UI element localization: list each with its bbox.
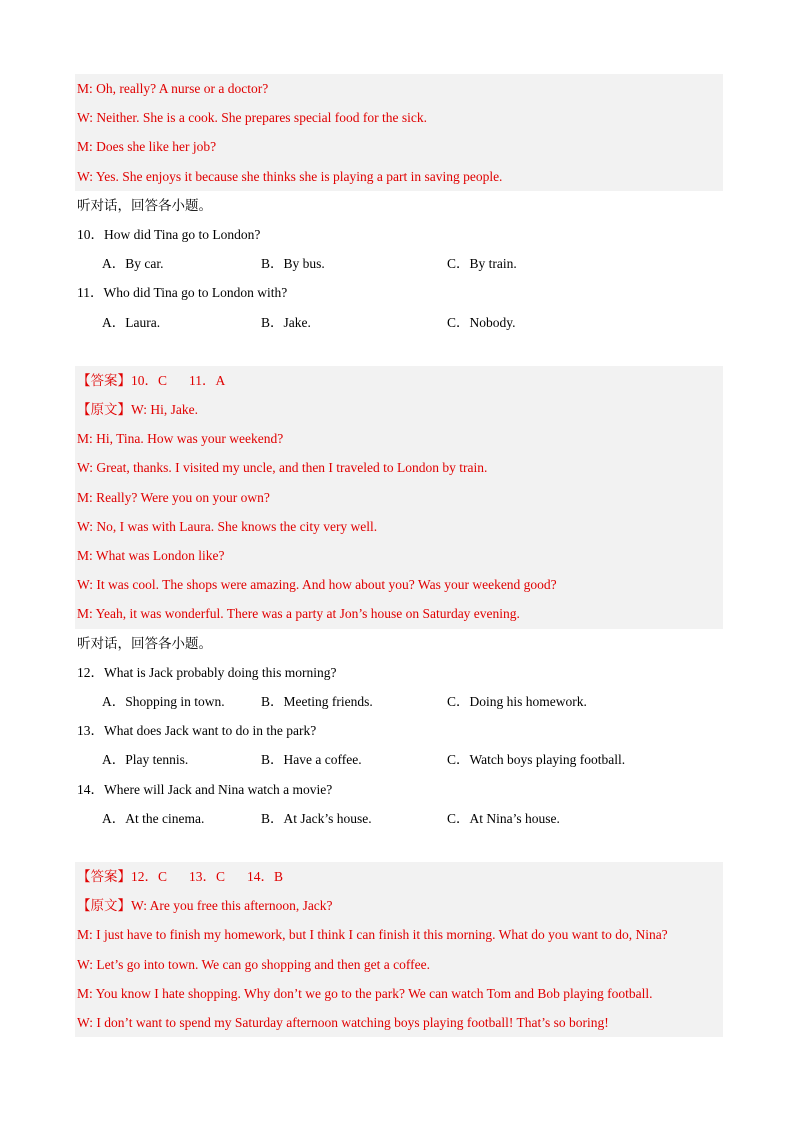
- transcript-line: W: Yes. She enjoys it because she thinks she is playing a part in saving people.: [77, 168, 503, 184]
- question-14: 14．Where will Jack and Nina watch a movie?: [77, 781, 333, 797]
- answer-block-3: [75, 862, 723, 1037]
- option-b: B．At Jack’s house.: [261, 810, 372, 826]
- question-14-options: [75, 804, 723, 833]
- transcript-line: W: Let’s go into town. We can go shopping and then get a coffee.: [77, 956, 430, 972]
- option-b: B．Meeting friends.: [261, 693, 373, 709]
- script-first-line: [75, 395, 723, 424]
- transcript-line: M: You know I hate shopping. Why don’t we go to the park? We can watch Tom and Bob playing football.: [77, 985, 653, 1001]
- option-a: A．Shopping in town.: [102, 693, 225, 709]
- option-c: C．By train.: [447, 256, 517, 272]
- transcript-line: M: Oh, really? A nurse or a doctor?: [77, 81, 269, 96]
- answer-line: [75, 366, 723, 395]
- option-a: A．Play tennis.: [102, 752, 189, 768]
- option-c: C．At Nina’s house.: [447, 810, 560, 826]
- option-b: B．Have a coffee.: [261, 752, 362, 768]
- transcript-line: M: Really? Were you on your own?: [77, 489, 270, 505]
- question-13: 13．What does Jack want to do in the park?: [77, 723, 317, 739]
- question-10-options: [75, 249, 723, 278]
- answer-value: 11．A: [189, 372, 226, 388]
- section-instruction: 听对话，回答各小题。: [77, 635, 212, 651]
- question-11-options: [75, 308, 723, 337]
- option-c: C．Doing his homework.: [447, 693, 587, 709]
- transcript-line: W: It was cool. The shops were amazing. And how about you? Was your weekend good?: [77, 577, 557, 593]
- transcript-line: M: What was London like?: [77, 548, 225, 563]
- script-label: 【原文】: [77, 898, 131, 914]
- script-text: W: Are you free this afternoon, Jack?: [131, 898, 333, 914]
- question-11: 11．Who did Tina go to London with?: [77, 285, 288, 301]
- answer-line: [75, 862, 723, 891]
- transcript-line: M: Yeah, it was wonderful. There was a party at Jon’s house on Saturday evening.: [77, 606, 520, 622]
- option-b: B．By bus.: [261, 256, 325, 272]
- option-c: C．Watch boys playing football.: [447, 752, 626, 768]
- answer-label: 【答案】: [77, 372, 131, 388]
- transcript-line: W: I don’t want to spend my Saturday afternoon watching boys playing football! That’s so boring!: [77, 1015, 609, 1030]
- question-10: 10．How did Tina go to London?: [77, 226, 261, 242]
- answer-label: 【答案】: [77, 869, 131, 885]
- spacer: [75, 833, 723, 862]
- spacer: [75, 337, 723, 366]
- answer-value: 12．C: [131, 869, 168, 885]
- transcript-line: W: Great, thanks. I visited my uncle, and then I traveled to London by train.: [77, 460, 488, 476]
- answer-block-2: [75, 366, 723, 629]
- answer-value: 10．C: [131, 372, 168, 388]
- transcript-block-1: [75, 74, 723, 191]
- answer-value: 14．B: [247, 869, 284, 885]
- transcript-line: M: I just have to finish my homework, but I think I can finish it this morning. What do you want to do, Nina?: [77, 927, 668, 943]
- section-instruction: 听对话，回答各小题。: [77, 197, 212, 213]
- question-12-options: [75, 687, 723, 716]
- option-a: A．Laura.: [102, 314, 161, 330]
- transcript-line: W: Neither. She is a cook. She prepares special food for the sick.: [77, 110, 428, 126]
- question-12: 12．What is Jack probably doing this morning?: [77, 664, 337, 680]
- script-text: W: Hi, Jake.: [131, 402, 198, 418]
- option-a: A．By car.: [102, 256, 164, 272]
- script-first-line: [75, 891, 723, 920]
- script-label: 【原文】: [77, 402, 131, 418]
- transcript-line: M: Hi, Tina. How was your weekend?: [77, 431, 284, 447]
- document-page: [75, 74, 723, 1037]
- question-13-options: [75, 745, 723, 774]
- option-b: B．Jake.: [261, 314, 311, 330]
- transcript-line: W: No, I was with Laura. She knows the city very well.: [77, 518, 378, 534]
- transcript-line: M: Does she like her job?: [77, 139, 217, 155]
- option-c: C．Nobody.: [447, 314, 516, 330]
- option-a: A．At the cinema.: [102, 810, 205, 826]
- answer-value: 13．C: [189, 869, 226, 885]
